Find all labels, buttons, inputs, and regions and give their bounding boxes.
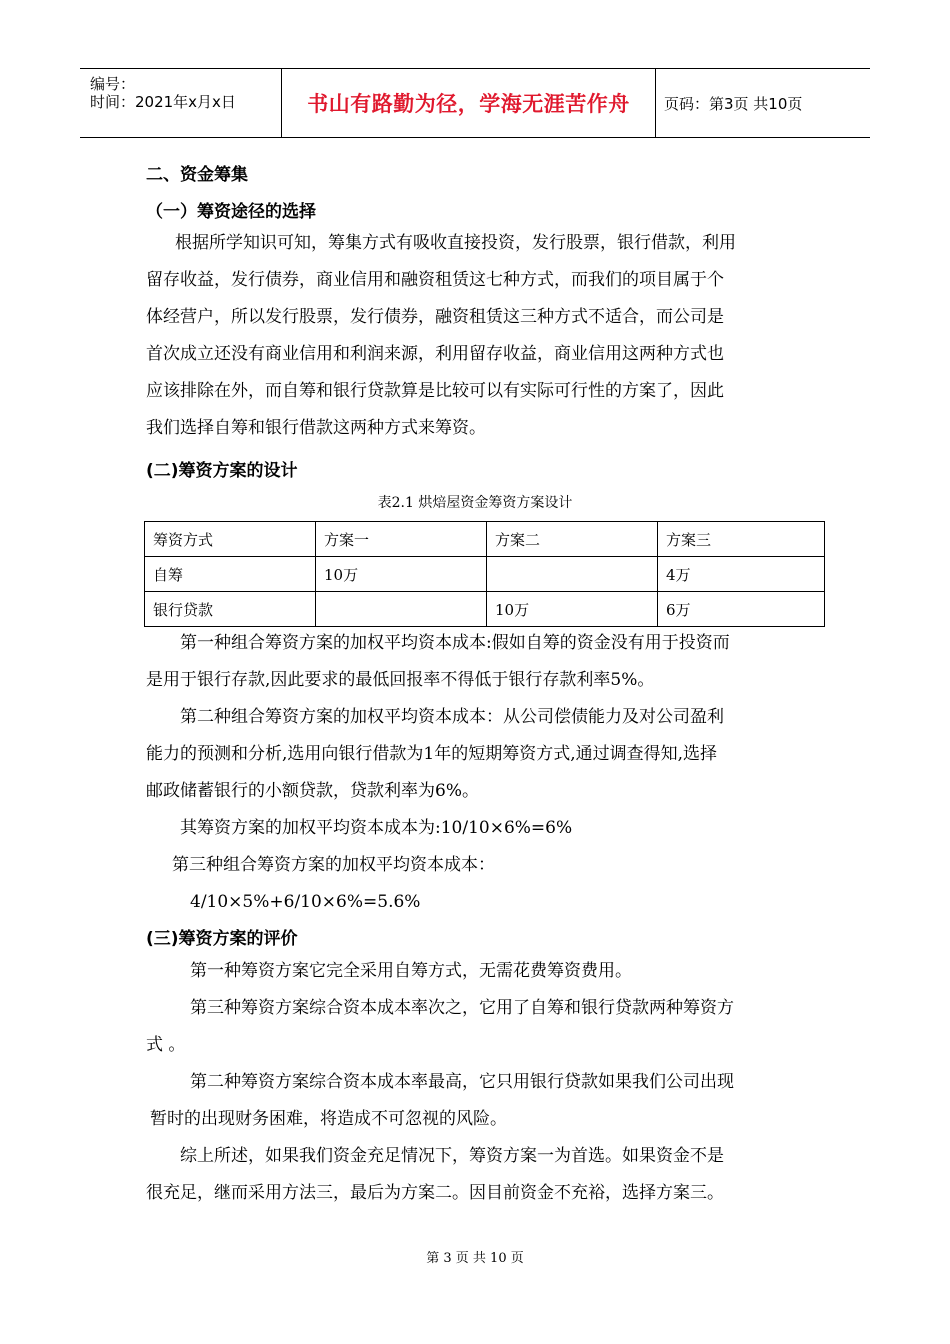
table-cell: 10万 xyxy=(487,592,658,627)
table-cell: 银行贷款 xyxy=(145,592,316,627)
financing-plan-table xyxy=(144,521,825,627)
paragraph-line: 留存收益，发行债券，商业信用和融资租赁这七种方式，而我们的项目属于个 xyxy=(146,270,724,290)
table-caption: 表2.1 烘焙屋资金筹资方案设计 xyxy=(377,495,573,511)
header-motto: 书山有路勤为径，学海无涯苦作舟 xyxy=(281,69,656,137)
paragraph-line: 首次成立还没有商业信用和利润来源，利用留存收益，商业信用这两种方式也 xyxy=(146,344,724,364)
paragraph-line: 第一种筹资方案它完全采用自筹方式，无需花费筹资费用。 xyxy=(190,961,632,981)
table-cell: 自筹 xyxy=(145,557,316,592)
paragraph-line: 暂时的出现财务困难，将造成不可忽视的风险。 xyxy=(150,1109,507,1129)
paragraph-line: 邮政储蓄银行的小额贷款，贷款利率为6%。 xyxy=(146,781,479,801)
paragraph-line: 第三种筹资方案综合资本成本率次之，它用了自筹和银行贷款两种筹资方 xyxy=(190,998,734,1018)
paragraph-line: 综上所述，如果我们资金充足情况下，筹资方案一为首选。如果资金不是 xyxy=(180,1146,724,1166)
header-time-label: 时间：2021年x月x日 xyxy=(90,93,236,111)
subsection-3-title: (三)筹资方案的评价 xyxy=(146,929,298,949)
table-cell: 6万 xyxy=(658,592,825,627)
table-cell: 4万 xyxy=(658,557,825,592)
paragraph-line: 第二种组合筹资方案的加权平均资本成本：从公司偿债能力及对公司盈利 xyxy=(180,707,724,727)
section-title: 二、资金筹集 xyxy=(146,165,248,185)
formula-line: 4/10×5%+6/10×6%=5.6% xyxy=(190,892,421,912)
table-cell xyxy=(487,557,658,592)
paragraph-line: 我们选择自筹和银行借款这两种方式来筹资。 xyxy=(146,418,486,438)
paragraph-line: 第二种筹资方案综合资本成本率最高，它只用银行贷款如果我们公司出现 xyxy=(190,1072,734,1092)
table-header-cell: 筹资方式 xyxy=(145,522,316,557)
page-footer: 第 3 页 共 10 页 xyxy=(426,1251,524,1266)
table-cell xyxy=(316,592,487,627)
table-header-cell: 方案一 xyxy=(316,522,487,557)
header-number-label: 编号： xyxy=(90,75,136,93)
paragraph-line: 应该排除在外，而自筹和银行贷款算是比较可以有实际可行性的方案了，因此 xyxy=(146,381,724,401)
paragraph-line: 第一种组合筹资方案的加权平均资本成本:假如自筹的资金没有用于投资而 xyxy=(180,633,730,653)
table-header-cell: 方案三 xyxy=(658,522,825,557)
document-header xyxy=(80,68,870,138)
subsection-1-title: （一）筹资途径的选择 xyxy=(146,202,316,222)
paragraph-line: 第三种组合筹资方案的加权平均资本成本： xyxy=(172,855,495,875)
table-cell: 10万 xyxy=(316,557,487,592)
table-header-row xyxy=(145,522,825,557)
table-row xyxy=(145,592,825,627)
paragraph-line: 其筹资方案的加权平均资本成本为:10/10×6%=6% xyxy=(180,818,573,838)
paragraph-line: 体经营户，所以发行股票，发行债券，融资租赁这三种方式不适合，而公司是 xyxy=(146,307,724,327)
paragraph-line: 是用于银行存款,因此要求的最低回报率不得低于银行存款利率5%。 xyxy=(146,670,655,690)
paragraph-line: 能力的预测和分析,选用向银行借款为1年的短期筹资方式,通过调查得知,选择 xyxy=(146,744,718,764)
paragraph-line: 式 。 xyxy=(146,1035,186,1055)
header-left-cell xyxy=(80,69,280,137)
paragraph-line: 很充足，继而采用方法三，最后为方案二。因目前资金不充裕，选择方案三。 xyxy=(146,1183,724,1203)
subsection-2-title: (二)筹资方案的设计 xyxy=(146,461,298,481)
paragraph-line: 根据所学知识可知，筹集方式有吸收直接投资，发行股票，银行借款，利用 xyxy=(175,233,736,253)
table-row xyxy=(145,557,825,592)
table-header-cell: 方案二 xyxy=(487,522,658,557)
header-page-info: 页码：第3页 共10页 xyxy=(664,94,803,113)
